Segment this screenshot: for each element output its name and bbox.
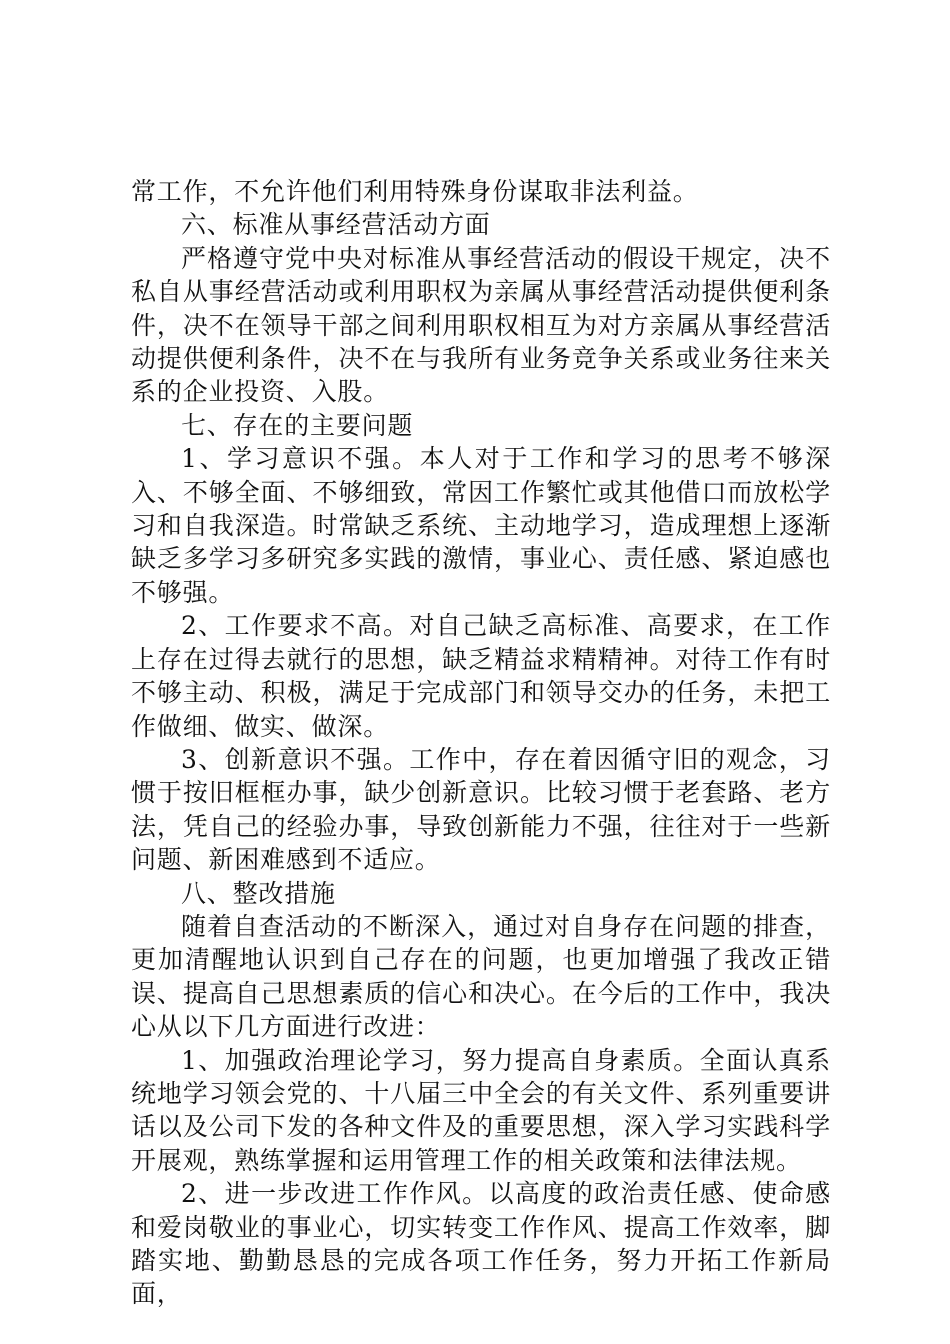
paragraph-problem-3: 3、创新意识不强。工作中，存在着因循守旧的观念，习惯于按旧框框办事，缺少创新意识。比较习惯于老套路、老方法，凭自己的经验办事，导致创新能力不强，往往对于一些新问题、新困难感到不适应。 [131, 744, 831, 875]
section-heading-7: 七、存在的主要问题 [181, 410, 414, 440]
section-heading-6: 六、标准从事经营活动方面 [181, 210, 491, 240]
paragraph-business-conduct: 严格遵守党中央对标准从事经营活动的假设干规定，决不私自从事经营活动或利用职权为亲属从事经营活动提供便利条件，决不在领导干部之间利用职权相互为对方亲属从事经营活动提供便利条件，决不在与我所有业务竞争关系或业务往来关系的企业投资、入股。 [131, 243, 831, 407]
paragraph-problem-1: 1、学习意识不强。本人对于工作和学习的思考不够深入、不够全面、不够细致，常因工作繁忙或其他借口而放松学习和自我深造。时常缺乏系统、主动地学习，造成理想上逐渐缺乏多学习多研究多实践的激情，事业心、责任感、紧迫感也不够强。 [131, 444, 831, 607]
paragraph-measure-1: 1、加强政治理论学习，努力提高自身素质。全面认真系统地学习领会党的、十八届三中全会的有关文件、系列重要讲话以及公司下发的各种文件及的重要思想，深入学习实践科学开展观，熟练掌握和运用管理工作的相关政策和法律法规。 [131, 1045, 831, 1175]
section-heading-8: 八、整改措施 [181, 878, 336, 908]
paragraph-measure-2: 2、进一步改进工作作风。以高度的政治责任感、使命感和爱岗敬业的事业心，切实转变工作作风、提高工作效率，脚踏实地、勤勤恳恳的完成各项工作任务，努力开拓工作新局面， [131, 1179, 831, 1309]
paragraph-rectification-intro: 随着自查活动的不断深入，通过对自身存在问题的排查，更加清醒地认识到自己存在的问题，也更加增强了我改正错误、提高自己思想素质的信心和决心。在今后的工作中，我决心从以下几方面进行改进： [131, 911, 831, 1042]
paragraph-problem-2: 2、工作要求不高。对自己缺乏高标准、高要求，在工作上存在过得去就行的思想，缺乏精益求精精神。对待工作有时不够主动、积极，满足于完成部门和领导交办的任务，未把工作做细、做实、做深。 [131, 611, 831, 741]
document-page [131, 175, 831, 1311]
paragraph-continuation: 常工作，不允许他们利用特殊身份谋取非法利益。 [131, 177, 699, 206]
